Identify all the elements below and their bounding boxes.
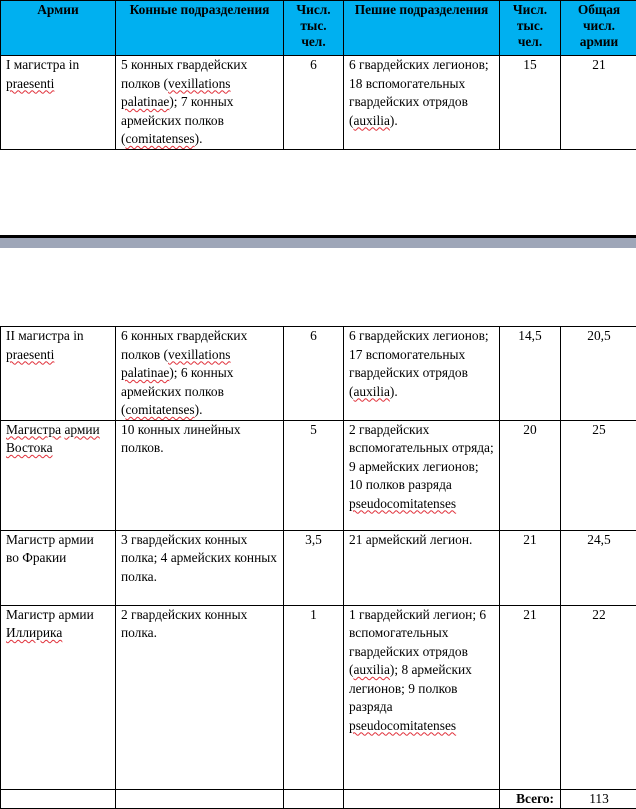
total-label: Всего: (500, 789, 561, 809)
empty-cell (344, 789, 500, 809)
army-cell: Магистр армии Иллирика (1, 605, 116, 789)
cavalry-number-cell: 6 (284, 327, 344, 421)
infantry-number-cell: 14,5 (500, 327, 561, 421)
cavalry-number-cell: 5 (284, 420, 344, 530)
header-armies: Армии (1, 1, 116, 56)
total-cell: 22 (561, 605, 636, 789)
cavalry-number-cell: 3,5 (284, 530, 344, 605)
header-infantry: Пешие подразделения (344, 1, 500, 56)
summary-row (1, 789, 636, 809)
total-cell: 21 (561, 56, 636, 150)
infantry-number-cell: 21 (500, 605, 561, 789)
empty-cell (1, 789, 116, 809)
army-cell: Магистра армии Востока (1, 420, 116, 530)
infantry-number-cell: 20 (500, 420, 561, 530)
infantry-cell: 6 гвардейских легионов; 17 вспомогательных гвардейских отрядов (auxilia). (344, 327, 500, 421)
header-cavalry-number: Числ. тыс. чел. (284, 1, 344, 56)
table-header-row (1, 1, 636, 56)
cavalry-cell: 3 гвардейских конных полка; 4 армейских конных полка. (116, 530, 284, 605)
infantry-cell: 2 гвардейских вспомогательных отряда; 9 армейских легионов; 10 полков разряда pseudocomitatenses (344, 420, 500, 530)
total-cell: 24,5 (561, 530, 636, 605)
cavalry-cell: 5 конных гвардейских полков (vexillations palatinae); 7 конных армейских полков (comitatenses). (116, 56, 284, 150)
table-row (1, 56, 636, 150)
infantry-number-cell: 21 (500, 530, 561, 605)
army-table-part-1 (0, 0, 636, 150)
empty-cell (116, 789, 284, 809)
infantry-cell: 1 гвардейский легион; 6 вспомогательных гвардейских отрядов (auxilia); 8 армейских легионов; 9 полков разряда pseudocomitatenses (344, 605, 500, 789)
cavalry-cell: 2 гвардейских конных полка. (116, 605, 284, 789)
header-cavalry: Конные подразделения (116, 1, 284, 56)
infantry-cell: 21 армейский легион. (344, 530, 500, 605)
total-cell: 25 (561, 420, 636, 530)
table-row (1, 530, 636, 605)
cavalry-cell: 6 конных гвардейских полков (vexillations palatinae); 6 конных армейских полков (comitatenses). (116, 327, 284, 421)
empty-cell (284, 789, 344, 809)
total-cell: 20,5 (561, 327, 636, 421)
army-cell: II магистра in praesenti (1, 327, 116, 421)
table-row (1, 605, 636, 789)
grand-total-value: 113 (561, 789, 636, 809)
army-table-part-2 (0, 326, 636, 809)
header-total: Общая числ. армии (561, 1, 636, 56)
header-infantry-number: Числ. тыс. чел. (500, 1, 561, 56)
infantry-cell: 6 гвардейских легионов; 18 вспомогательных гвардейских отрядов (auxilia). (344, 56, 500, 150)
army-cell: I магистра in praesenti (1, 56, 116, 150)
cavalry-number-cell: 1 (284, 605, 344, 789)
table-row (1, 327, 636, 421)
cavalry-number-cell: 6 (284, 56, 344, 150)
cavalry-cell: 10 конных линейных полков. (116, 420, 284, 530)
page-break-bar (0, 235, 636, 248)
army-cell: Магистр армии во Фракии (1, 530, 116, 605)
table-row (1, 420, 636, 530)
infantry-number-cell: 15 (500, 56, 561, 150)
